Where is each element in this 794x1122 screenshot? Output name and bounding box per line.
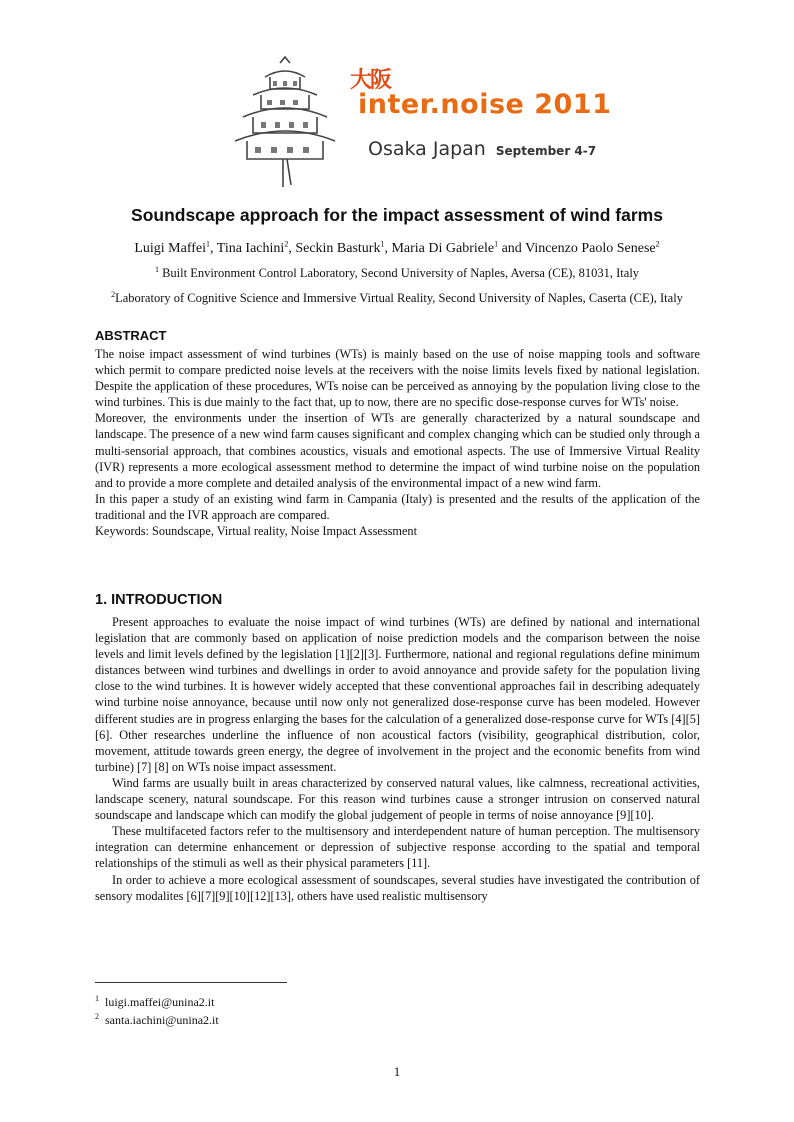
footnote-1: $^1$ luigi.maffei@unina2.it: [95, 994, 215, 1009]
page-number: 1: [393, 1064, 401, 1079]
intro-paragraph: In order to achieve a more ecological assessment of soundscapes, several studies have investigated the contribution of sensory modalites [6][7][9][10][12][13], others have used realistic multisensory: [95, 872, 700, 903]
logo-location: Osaka Japan: [368, 138, 486, 160]
logo-conference-name: inter.noise 2011: [358, 89, 612, 120]
logo-location-line: [368, 138, 596, 160]
author: Seckin Basturk$^1$,: [295, 239, 392, 256]
affiliation-1: $^1$ Built Environment Control Laboratory, Second University of Naples, Aversa (CE), 81031, Italy: [154, 264, 640, 280]
footnote-divider: [95, 982, 287, 983]
author-list: [0, 241, 794, 257]
conference-logo: [225, 55, 612, 195]
author: Luigi Maffei$^1$,: [134, 239, 217, 256]
introduction-body: [95, 614, 700, 904]
intro-paragraph: Present approaches to evaluate the noise impact of wind turbines (WTs) are defined by national and international legislation that are commonly based on application of noise prediction models and the comparison between the noise levels and limit levels defined by the legislation [1][2][3]. Furthermore, national and regional regulations define minimum distances between wind turbines and dwellings in order to avoid annoyance and provide safety for the population living close to the wind turbines. It is however widely accepted that these conventional approaches fail in describing adequately wind turbine noise annoyance, because until now only not generalized dose-response curve has been modeled. However different studies are in progress enlarging the bases for the calculation of a generalized dose-response curve for WTs [4][5][6]. Other researches underline the influence of non acoustical factors (visibility, geographical distribution, color, movement, attitude towards green energy, the degree of involvement in the project and the economic benefits from wind turbine) [7] [8] on WTs noise impact assessment.: [95, 615, 700, 774]
keywords: Keywords: Soundscape, Virtual reality, Noise Impact Assessment: [95, 524, 417, 539]
abstract-body: [95, 346, 700, 539]
logo-dates: September 4-7: [495, 144, 597, 158]
osaka-castle-icon: [225, 55, 345, 195]
footnote-2: $^2$ santa.iachini@unina2.it: [95, 1012, 219, 1027]
author: Maria Di Gabriele$^1$ and: [391, 239, 526, 256]
author: Vincenzo Paolo Senese$^2$: [525, 239, 660, 256]
author: Tina Iachini$^2$,: [216, 239, 296, 256]
intro-paragraph: Wind farms are usually built in areas characterized by conserved natural values, like calmness, recreational activities, landscape scenery, natural soundscape. For this reason wind turbines cause a stronger intrusion on conserved natural soundscape and landscape which can modify the global judgement of people in terms of noise annoyance [9][10].: [95, 775, 700, 823]
abstract-heading: ABSTRACT: [95, 328, 167, 343]
paper-title: Soundscape approach for the impact assessment of wind farms: [131, 205, 663, 225]
section-heading-introduction: 1. INTRODUCTION: [95, 592, 223, 608]
abstract-paragraph: Moreover, the environments under the insertion of WTs are generally characterized by a natural soundscape and landscape. The presence of a new wind farm causes significant and complex changing which can be studied only through a multi-sensorial approach, that combines acoustics, visuals and emotional aspects. The use of Immersive Virtual Reality (IVR) represents a more ecological assessment method to determine the impact of wind turbine noise on the population and to provide a more complete and detailed analysis of the environmental impact of a new wind farm.: [95, 411, 700, 490]
logo-kanji: 大阪: [350, 68, 391, 93]
intro-paragraph: These multifaceted factors refer to the multisensory and interdependent nature of human perception. The multisensory integration can determine enhancement or depression of subjective response according to the spatial and temporal relationships of the stimuli as well as their physical parameters [11].: [95, 824, 700, 871]
abstract-paragraph: In this paper a study of an existing wind farm in Campania (Italy) is presented and the results of the application of the traditional and the IVR approach are compared.: [95, 491, 700, 522]
abstract-paragraph: The noise impact assessment of wind turbines (WTs) is mainly based on the use of noise mapping tools and software which permit to compare predicted noise levels at the receivers with the noise limits levels fixed by national legislation. Despite the application of these procedures, WTs noise can be perceived as annoying by the population living close to the wind turbines. This is due mainly to the fact that, up to now, there are no specific dose-response curves for WTs' noise.: [95, 347, 700, 410]
affiliation-2: $^2$Laboratory of Cognitive Science and Immersive Virtual Reality, Second University of Naples, Caserta (CE), Italy: [111, 289, 683, 305]
